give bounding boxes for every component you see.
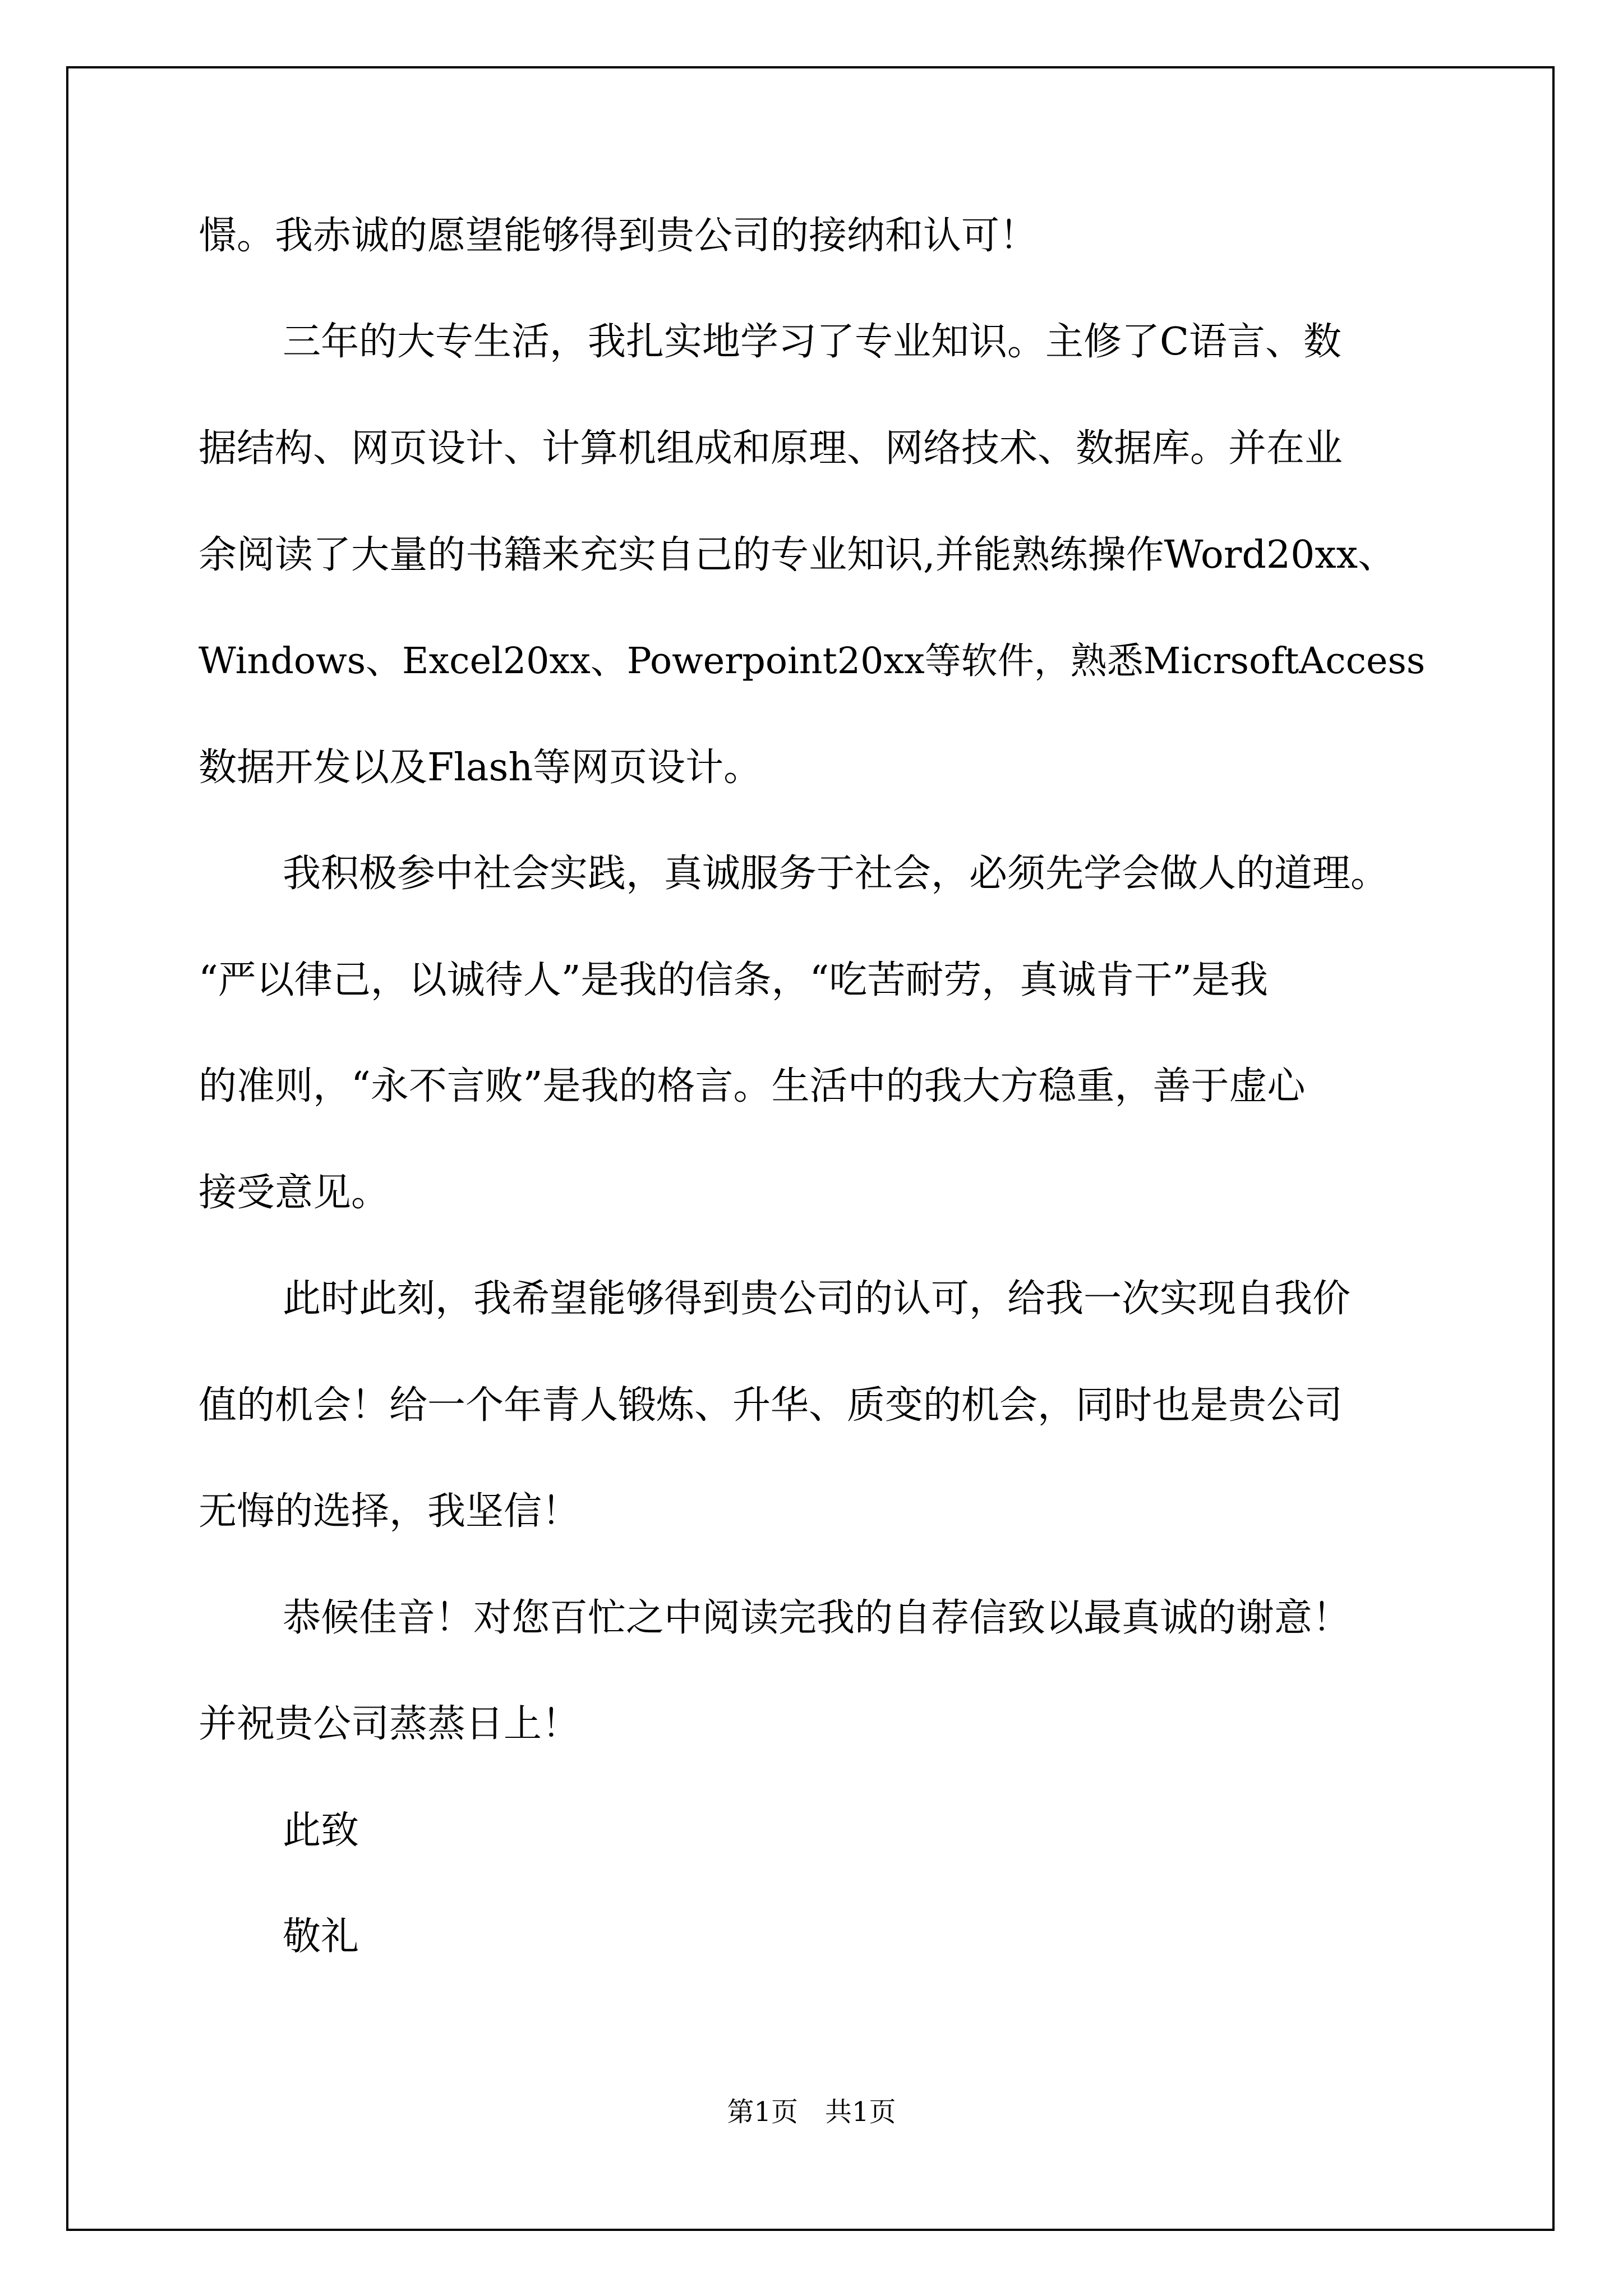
text-line: 恭候佳音！对您百忙之中阅读完我的自荐信致以最真诚的谢意！ — [283, 1596, 1351, 1640]
text-line: 此时此刻，我希望能够得到贵公司的认可，给我一次实现自我价 — [283, 1277, 1351, 1321]
closing-line: 敬礼 — [283, 1915, 359, 1959]
text-line: 据结构、网页设计、计算机组成和原理、网络技术、数据库。并在业 — [199, 426, 1343, 471]
text-line: 无悔的选择，我坚信！ — [199, 1489, 580, 1534]
text-line: Windows、Excel20xx、Powerpoint20xx等软件，熟悉MicrsoftAccess — [199, 640, 1426, 682]
closing-line: 此致 — [283, 1809, 359, 1853]
text-line: 我积极参中社会实践，真诚服务于社会，必须先学会做人的道理。 — [283, 852, 1389, 896]
text-line: 的准则，“永不言败”是我的格言。生活中的我大方稳重，善于虚心 — [199, 1064, 1306, 1108]
text-line: “严以律己，以诚待人”是我的信条，“吃苦耐劳，真诚肯干”是我 — [199, 958, 1269, 1002]
page-footer: 第1页 共1页 — [727, 2096, 896, 2128]
text-line: 接受意见。 — [199, 1171, 390, 1215]
text-line: 值的机会！给一个年青人锻炼、升华、质变的机会，同时也是贵公司 — [199, 1383, 1343, 1428]
text-line: 数据开发以及Flash等网页设计。 — [199, 746, 762, 790]
text-line: 三年的大专生活，我扎实地学习了专业知识。主修了C语言、数 — [283, 320, 1342, 364]
text-line: 并祝贵公司蒸蒸日上！ — [199, 1702, 580, 1746]
text-line: 憬。我赤诚的愿望能够得到贵公司的接纳和认可！ — [199, 214, 1038, 258]
text-line: 余阅读了大量的书籍来充实自己的专业知识,并能熟练操作Word20xx、 — [199, 533, 1396, 577]
